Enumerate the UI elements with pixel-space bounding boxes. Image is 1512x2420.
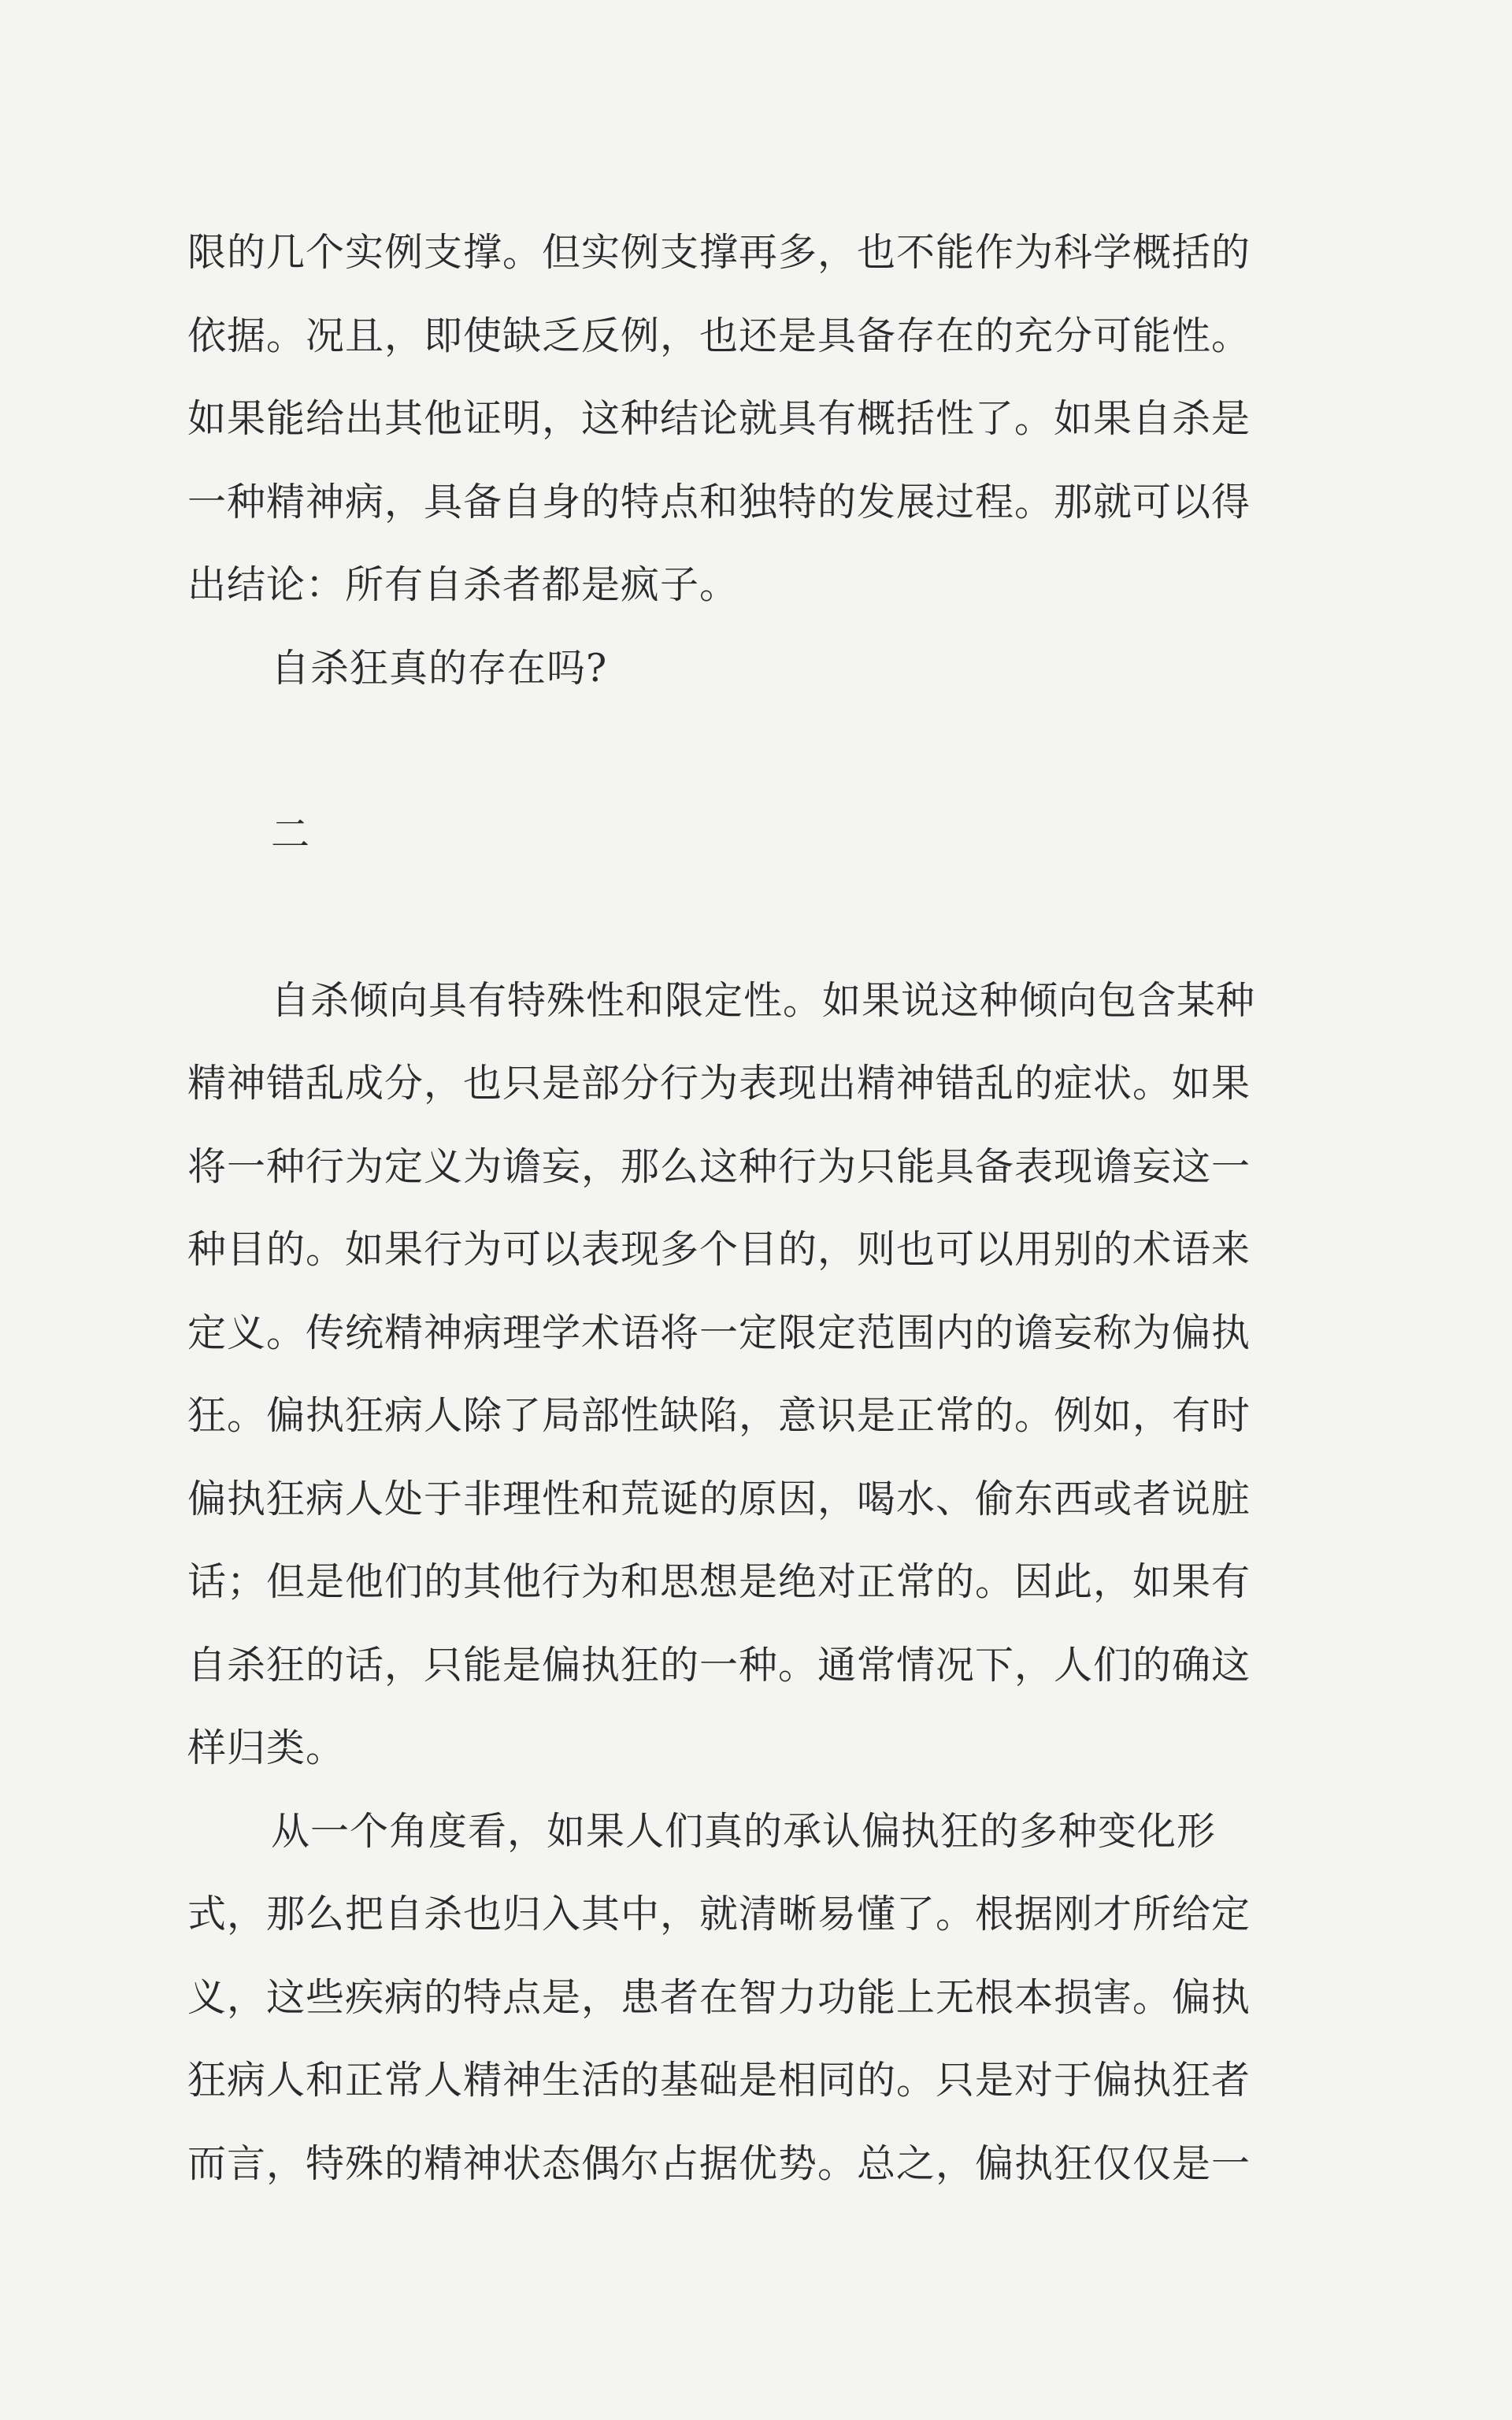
paragraph-2 [187, 627, 1369, 710]
spacer [187, 876, 1369, 959]
paragraph-4 [187, 1790, 1369, 2206]
text-line: 将一种行为定义为谵妄，那么这种行为只能具备表现谵妄这一 [187, 1143, 1251, 1189]
text-line: 自杀倾向具有特殊性和限定性。如果说这种倾向包含某种 [271, 977, 1256, 1023]
body-text [187, 211, 1369, 2205]
text-line: 一种精神病，具备自身的特点和独特的发展过程。那就可以得 [187, 479, 1251, 524]
text-line: 自杀狂真的存在吗? [271, 645, 608, 691]
text-line: 限的几个实例支撑。但实例支撑再多，也不能作为科学概括的 [187, 230, 1251, 275]
text-line: 种目的。如果行为可以表现多个目的，则也可以用别的术语来 [187, 1227, 1251, 1272]
text-line: 自杀狂的话，只能是偏执狂的一种。通常情况下，人们的确这 [187, 1642, 1251, 1688]
text-line: 出结论：所有自杀者都是疯子。 [187, 562, 739, 607]
section-heading: 二 [271, 811, 311, 857]
text-line: 样归类。 [187, 1725, 346, 1770]
text-line: 精神错乱成分，也只是部分行为表现出精神错乱的症状。如果 [187, 1061, 1251, 1106]
paragraph-3 [187, 959, 1369, 1790]
text-line: 而言，特殊的精神状态偶尔占据优势。总之，偏执狂仅仅是一 [187, 2140, 1251, 2186]
text-line: 狂。偏执狂病人除了局部性缺陷，意识是正常的。例如，有时 [187, 1393, 1251, 1438]
text-line: 义，这些疾病的特点是，患者在智力功能上无根本损害。偏执 [187, 1974, 1251, 2020]
paragraph-1 [187, 211, 1369, 627]
text-line: 从一个角度看，如果人们真的承认偏执狂的多种变化形 [271, 1808, 1217, 1854]
text-line: 如果能给出其他证明，这种结论就具有概括性了。如果自杀是 [187, 396, 1251, 441]
text-line: 偏执狂病人处于非理性和荒诞的原因，喝水、偷东西或者说脏 [187, 1476, 1251, 1521]
text-line: 狂病人和正常人精神生活的基础是相同的。只是对于偏执狂者 [187, 2058, 1251, 2103]
text-line: 依据。况且，即使缺乏反例，也还是具备存在的充分可能性。 [187, 313, 1251, 358]
text-line: 定义。传统精神病理学术语将一定限定范围内的谵妄称为偏执 [187, 1310, 1251, 1355]
text-line: 式，那么把自杀也归入其中，就清晰易懂了。根据刚才所给定 [187, 1892, 1251, 1936]
spacer [187, 710, 1369, 793]
text-line: 话；但是他们的其他行为和思想是绝对正常的。因此，如果有 [187, 1559, 1251, 1604]
